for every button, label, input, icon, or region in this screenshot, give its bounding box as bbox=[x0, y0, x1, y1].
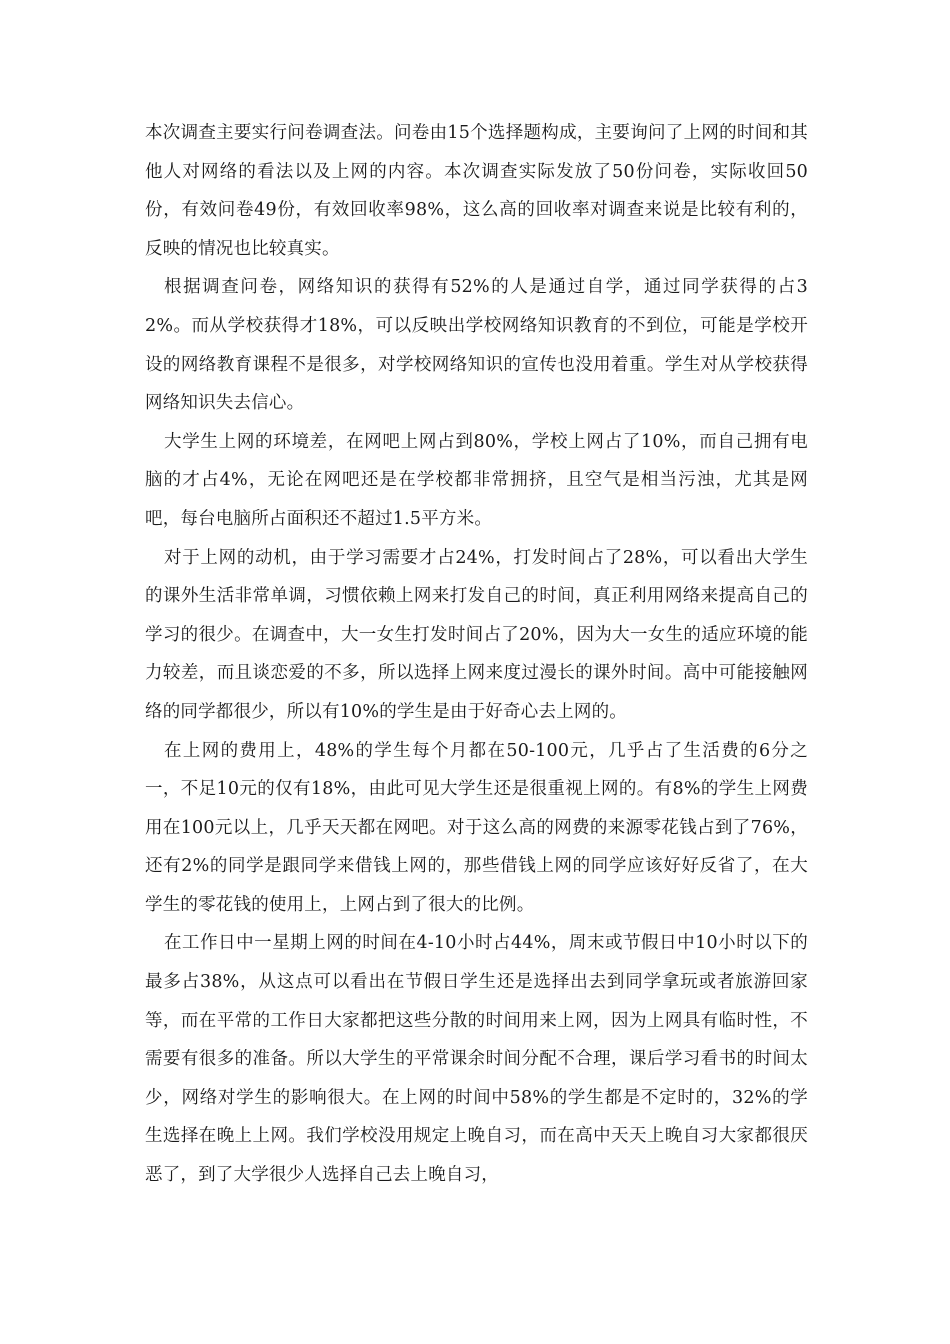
paragraph-motivation: 对于上网的动机，由于学习需要才占24%，打发时间占了28%，可以看出大学生的课外生活非常单调，习惯依赖上网来打发自己的时间，真正利用网络来提高自己的学习的很少。在调查中，大一女生打发时间占了20%，因为大一女生的适应环境的能力较差，而且谈恋爱的不多，所以选择上网来度过漫长的课外时间。高中可能接触网络的同学都很少，所以有10%的学生是由于好奇心去上网的。 bbox=[145, 547, 808, 722]
paragraph-knowledge-source: 根据调查问卷，网络知识的获得有52%的人是通过自学，通过同学获得的占32%。而从学校获得才18%，可以反映出学校网络知识教育的不到位，可能是学校开设的网络教育课程不是很多，对学校网络知识的宣传也没用着重。学生对从学校获得网络知识失去信心。 bbox=[145, 277, 808, 414]
paragraph-environment: 大学生上网的环境差，在网吧上网占到80%，学校上网占了10%，而自己拥有电脑的才占4%，无论在网吧还是在学校都非常拥挤，且空气是相当污浊，尤其是网吧，每台电脑所占面积还不超过1.5平方米。 bbox=[145, 431, 808, 529]
paragraph-survey-method: 本次调查主要实行问卷调查法。问卷由15个选择题构成，主要询问了上网的时间和其他人对网络的看法以及上网的内容。本次调查实际发放了50份问卷，实际收回50份，有效问卷49份，有效回收率98%，这么高的回收率对调查来说是比较有利的，反映的情况也比较真实。 bbox=[145, 123, 808, 259]
document-body bbox=[145, 114, 808, 1195]
paragraph-time: 在工作日中一星期上网的时间在4-10小时占44%，周末或节假日中10小时以下的最多占38%，从这点可以看出在节假日学生还是选择出去到同学拿玩或者旅游回家等，而在平常的工作日大家都把这些分散的时间用来上网，因为上网具有临时性，不需要有很多的准备。所以大学生的平常课余时间分配不合理，课后学习看书的时间太少，网络对学生的影响很大。在上网的时间中58%的学生都是不定时的，32%的学生选择在晚上上网。我们学校没用规定上晚自习，而在高中天天上晚自习大家都很厌恶了，到了大学很少人选择自己去上晚自习， bbox=[145, 933, 808, 1186]
paragraph-cost: 在上网的费用上，48%的学生每个月都在50-100元，几乎占了生活费的6分之一，不足10元的仅有18%，由此可见大学生还是很重视上网的。有8%的学生上网费用在100元以上，几乎天天都在网吧。对于这么高的网费的来源零花钱占到了76%，还有2%的同学是跟同学来借钱上网的，那些借钱上网的同学应该好好反省了，在大学生的零花钱的使用上，上网占到了很大的比例。 bbox=[145, 740, 808, 915]
